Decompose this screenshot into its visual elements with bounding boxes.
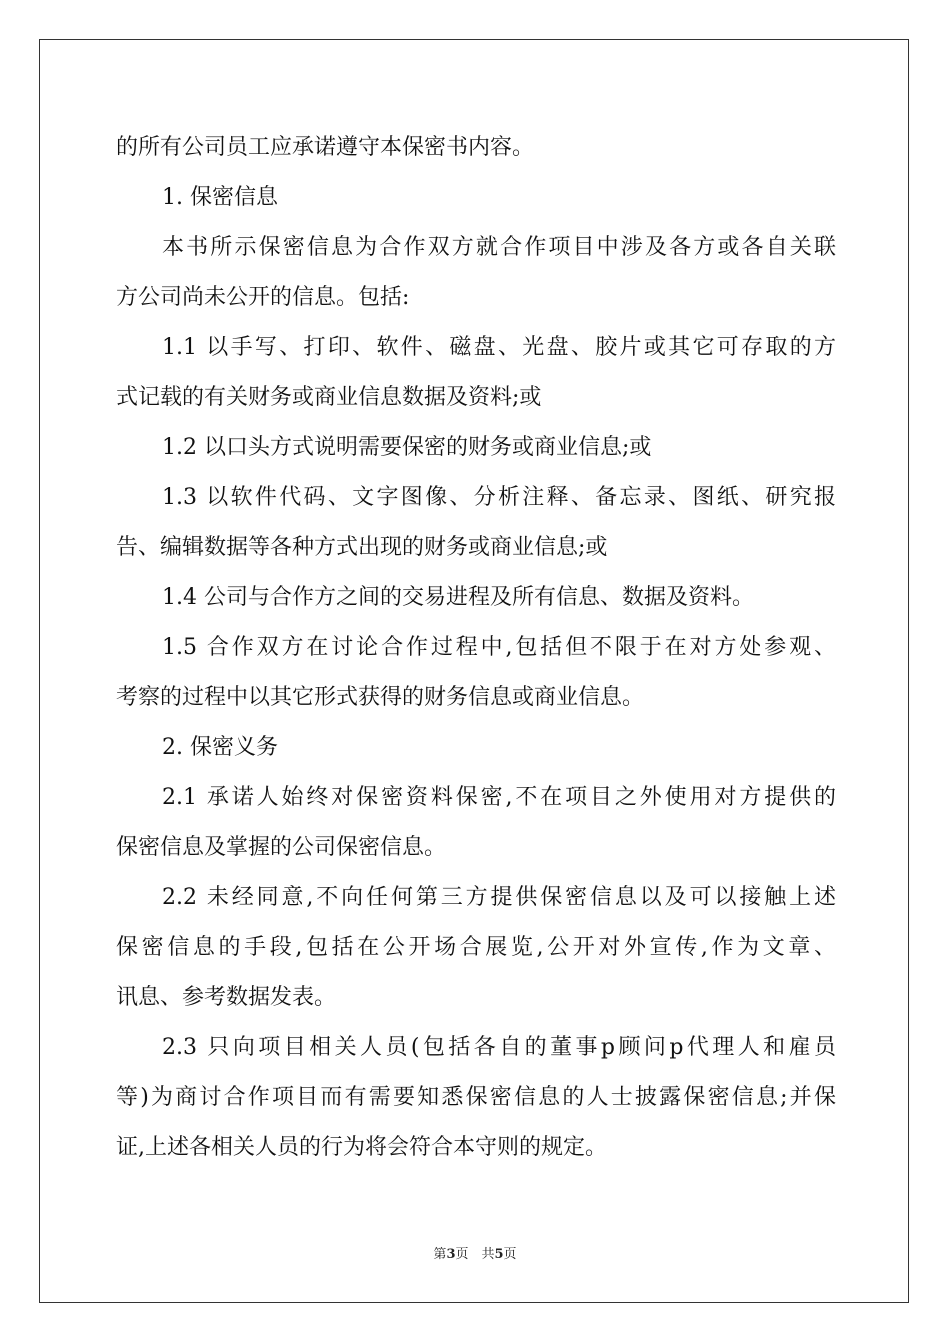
page-current: 3 <box>446 1247 456 1262</box>
paragraph-line: 2.2 未经同意,不向任何第三方提供保密信息以及可以接触上述 <box>162 885 836 910</box>
paragraph-line: 保密信息的手段,包括在公开场合展览,公开对外宣传,作为文章、 <box>116 935 836 960</box>
paragraph-line: 本书所示保密信息为合作双方就合作项目中涉及各方或各自关联 <box>162 235 836 260</box>
paragraph-line: 讯息、参考数据发表。 <box>116 985 337 1010</box>
paragraph-line: 保密信息及掌握的公司保密信息。 <box>116 835 447 860</box>
paragraph-line: 告、编辑数据等各种方式出现的财务或商业信息;或 <box>116 535 608 560</box>
paragraph-line: 等)为商讨合作项目而有需要知悉保密信息的人士披露保密信息;并保 <box>116 1085 836 1110</box>
page-total: 5 <box>494 1247 504 1262</box>
paragraph-line: 2.1 承诺人始终对保密资料保密,不在项目之外使用对方提供的 <box>162 785 836 810</box>
page-mid: 页 共 <box>455 1247 495 1262</box>
paragraph-line: 1.4 公司与合作方之间的交易进程及所有信息、数据及资料。 <box>162 585 754 610</box>
page-footer <box>0 1247 950 1263</box>
paragraph-line: 的所有公司员工应承诺遵守本保密书内容。 <box>116 135 535 160</box>
paragraph-line: 式记载的有关财务或商业信息数据及资料;或 <box>116 385 542 410</box>
page-prefix: 第 <box>433 1247 447 1262</box>
paragraph-line: 1.1 以手写、打印、软件、磁盘、光盘、胶片或其它可存取的方 <box>162 335 836 360</box>
paragraph-line: 1.3 以软件代码、文字图像、分析注释、备忘录、图纸、研究报 <box>162 485 836 510</box>
section-heading: 1. 保密信息 <box>162 185 278 210</box>
paragraph-line: 方公司尚未公开的信息。包括: <box>116 285 410 310</box>
section-heading: 2. 保密义务 <box>162 735 278 760</box>
paragraph-line: 2.3 只向项目相关人员(包括各自的董事p顾问p代理人和雇员 <box>162 1035 836 1060</box>
paragraph-line: 证,上述各相关人员的行为将会符合本守则的规定。 <box>116 1135 607 1160</box>
page-suffix: 页 <box>503 1247 517 1262</box>
paragraph-line: 考察的过程中以其它形式获得的财务信息或商业信息。 <box>116 685 645 710</box>
paragraph-line: 1.2 以口头方式说明需要保密的财务或商业信息;或 <box>162 435 652 460</box>
paragraph-line: 1.5 合作双方在讨论合作过程中,包括但不限于在对方处参观、 <box>162 635 836 660</box>
